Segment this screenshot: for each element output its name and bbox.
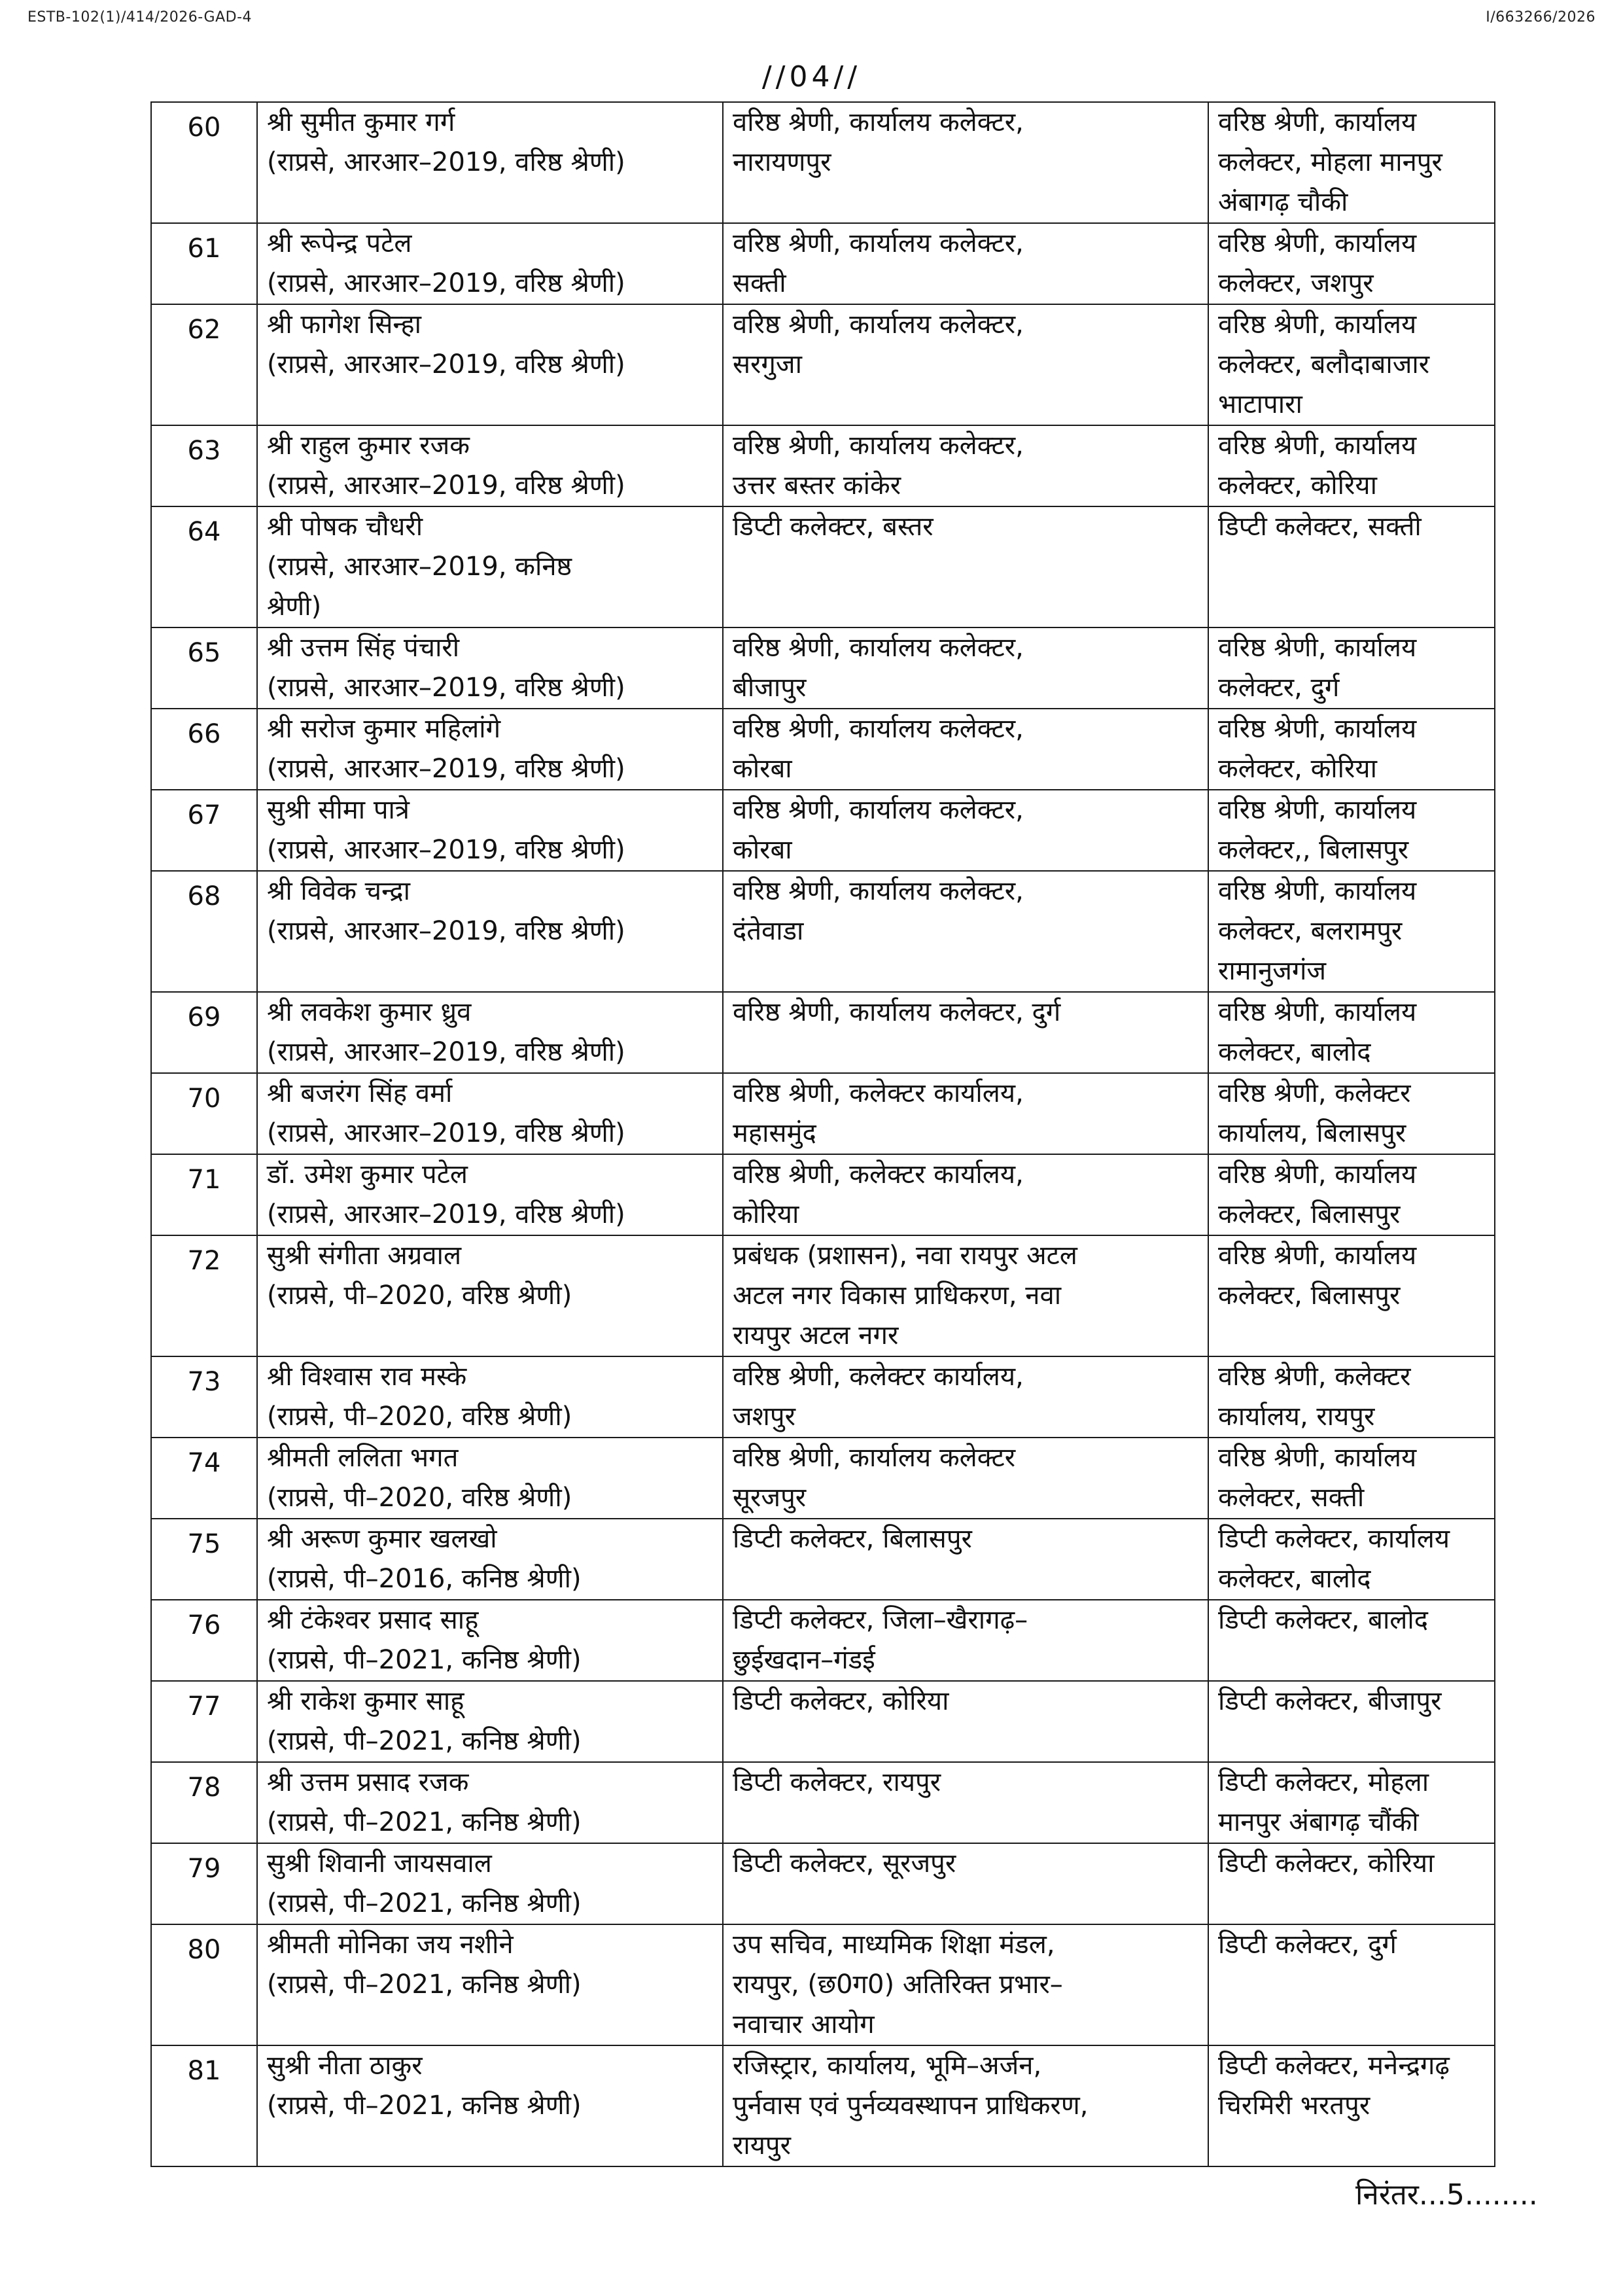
continued-note: निरंतर...5........ xyxy=(1355,2178,1538,2212)
receipt-reference: I/663266/2026 xyxy=(1486,9,1596,26)
new-posting-line: डिप्टी कलेक्टर, बालोद xyxy=(1218,1605,1429,1635)
officer-name-line: (राप्रसे, पी–2020, वरिष्ठ श्रेणी) xyxy=(267,1483,572,1513)
new-posting-cell xyxy=(1208,790,1495,871)
new-posting-line: डिप्टी कलेक्टर, दुर्ग xyxy=(1218,1930,1397,1960)
officer-name-line: श्री पोषक चौधरी xyxy=(267,512,423,542)
current-posting-cell xyxy=(723,223,1208,304)
serial-number-cell: 77 xyxy=(151,1681,257,1762)
current-posting-line: प्रबंधक (प्रशासन), नवा रायपुर अटल xyxy=(733,1241,1077,1271)
current-posting-line: सूरजपुर xyxy=(733,1483,807,1513)
officer-name-line: श्रेणी) xyxy=(267,592,322,622)
officer-name-line: श्रीमती मोनिका जय नशीने xyxy=(267,1930,514,1960)
officer-name-cell xyxy=(257,425,723,506)
officer-name-cell xyxy=(257,1519,723,1600)
current-posting-line: डिप्टी कलेक्टर, कोरिया xyxy=(733,1686,949,1716)
new-posting-line: कलेक्टर, बिलासपुर xyxy=(1218,1199,1401,1229)
officer-name-line: (राप्रसे, आरआर–2019, वरिष्ठ श्रेणी) xyxy=(267,835,625,865)
officer-name-line: श्री लवकेश कुमार ध्रुव xyxy=(267,997,472,1027)
new-posting-cell xyxy=(1208,1154,1495,1235)
officer-name-line: सुश्री संगीता अग्रवाल xyxy=(267,1241,462,1271)
current-posting-line: वरिष्ठ श्रेणी, कार्यालय कलेक्टर, xyxy=(733,431,1024,461)
officer-name-line: श्री फागेश सिन्हा xyxy=(267,309,421,340)
serial-number-cell: 63 xyxy=(151,425,257,506)
current-posting-line: रायपुर, (छ0ग0) अतिरिक्त प्रभार– xyxy=(733,1969,1063,2000)
current-posting-line: डिप्टी कलेक्टर, जिला–खैरागढ़– xyxy=(733,1605,1028,1635)
serial-number-cell: 71 xyxy=(151,1154,257,1235)
table-row xyxy=(151,992,1495,1073)
officer-name-line: (राप्रसे, आरआर–2019, वरिष्ठ श्रेणी) xyxy=(267,1199,625,1229)
officer-name-line: (राप्रसे, आरआर–2019, वरिष्ठ श्रेणी) xyxy=(267,754,625,784)
new-posting-cell xyxy=(1208,304,1495,425)
officer-name-cell xyxy=(257,871,723,992)
serial-number-cell: 73 xyxy=(151,1356,257,1438)
officer-name-cell xyxy=(257,709,723,790)
current-posting-line: वरिष्ठ श्रेणी, कलेक्टर कार्यालय, xyxy=(733,1078,1024,1108)
new-posting-line: कलेक्टर, बलौदाबाजार xyxy=(1218,349,1430,380)
current-posting-line: डिप्टी कलेक्टर, सूरजपुर xyxy=(733,1848,956,1879)
officer-name-line: (राप्रसे, पी–2021, कनिष्ठ श्रेणी) xyxy=(267,1645,582,1675)
new-posting-cell xyxy=(1208,425,1495,506)
serial-number-cell: 61 xyxy=(151,223,257,304)
serial-number-cell: 68 xyxy=(151,871,257,992)
officer-name-line: श्री बजरंग सिंह वर्मा xyxy=(267,1078,453,1108)
current-posting-line: कोरिया xyxy=(733,1199,799,1229)
table-row xyxy=(151,1438,1495,1519)
table-row xyxy=(151,1681,1495,1762)
current-posting-line: सक्ती xyxy=(733,268,786,298)
current-posting-line: नारायणपुर xyxy=(733,147,831,177)
serial-number-cell: 74 xyxy=(151,1438,257,1519)
new-posting-cell xyxy=(1208,1073,1495,1154)
officer-name-cell xyxy=(257,1924,723,2045)
officer-name-cell xyxy=(257,1235,723,1356)
officer-name-cell xyxy=(257,223,723,304)
new-posting-cell xyxy=(1208,1235,1495,1356)
officer-name-cell xyxy=(257,1600,723,1681)
current-posting-line: दंतेवाडा xyxy=(733,916,804,946)
officer-name-line: (राप्रसे, आरआर–2019, वरिष्ठ श्रेणी) xyxy=(267,147,625,177)
officer-name-cell xyxy=(257,506,723,627)
new-posting-line: वरिष्ठ श्रेणी, कार्यालय xyxy=(1218,228,1417,258)
table-row xyxy=(151,1073,1495,1154)
new-posting-line: वरिष्ठ श्रेणी, कार्यालय xyxy=(1218,1241,1417,1271)
current-posting-line: महासमुंद xyxy=(733,1118,816,1148)
officer-name-line: श्री विश्वास राव मस्के xyxy=(267,1362,467,1392)
officer-name-line: श्री सुमीत कुमार गर्ग xyxy=(267,107,455,137)
officer-name-cell xyxy=(257,304,723,425)
officer-name-cell xyxy=(257,627,723,709)
table-row xyxy=(151,709,1495,790)
transfer-table-body xyxy=(151,102,1495,2166)
officer-name-line: (राप्रसे, आरआर–2019, वरिष्ठ श्रेणी) xyxy=(267,1037,625,1067)
table-row xyxy=(151,1600,1495,1681)
officer-name-line: (राप्रसे, आरआर–2019, वरिष्ठ श्रेणी) xyxy=(267,673,625,703)
officer-name-line: श्री टंकेश्वर प्रसाद साहू xyxy=(267,1605,479,1635)
new-posting-line: वरिष्ठ श्रेणी, कार्यालय xyxy=(1218,633,1417,663)
current-posting-cell xyxy=(723,992,1208,1073)
current-posting-line: उत्तर बस्तर कांकेर xyxy=(733,470,901,501)
new-posting-line: डिप्टी कलेक्टर, कार्यालय xyxy=(1218,1524,1450,1554)
officer-name-line: सुश्री सीमा पात्रे xyxy=(267,795,410,825)
new-posting-line: वरिष्ठ श्रेणी, कार्यालय xyxy=(1218,1159,1417,1190)
serial-number-cell: 66 xyxy=(151,709,257,790)
current-posting-line: रायपुर अटल नगर xyxy=(733,1320,899,1351)
new-posting-line: कार्यालय, बिलासपुर xyxy=(1218,1118,1406,1148)
new-posting-cell xyxy=(1208,102,1495,223)
officer-name-line: (राप्रसे, पी–2021, कनिष्ठ श्रेणी) xyxy=(267,1726,582,1756)
serial-number-cell: 72 xyxy=(151,1235,257,1356)
new-posting-cell xyxy=(1208,1843,1495,1924)
current-posting-line: वरिष्ठ श्रेणी, कार्यालय कलेक्टर, दुर्ग xyxy=(733,997,1061,1027)
new-posting-line: कलेक्टर, दुर्ग xyxy=(1218,673,1340,703)
officer-name-line: श्री सरोज कुमार महिलांगे xyxy=(267,714,501,744)
current-posting-cell xyxy=(723,304,1208,425)
current-posting-line: वरिष्ठ श्रेणी, कार्यालय कलेक्टर, xyxy=(733,107,1024,137)
table-row xyxy=(151,223,1495,304)
table-row xyxy=(151,1843,1495,1924)
officer-name-line: सुश्री शिवानी जायसवाल xyxy=(267,1848,492,1879)
table-row xyxy=(151,425,1495,506)
table-row xyxy=(151,304,1495,425)
serial-number-cell: 81 xyxy=(151,2045,257,2166)
serial-number-cell: 62 xyxy=(151,304,257,425)
table-row xyxy=(151,871,1495,992)
officer-name-cell xyxy=(257,992,723,1073)
table-row xyxy=(151,790,1495,871)
current-posting-cell xyxy=(723,1843,1208,1924)
officer-name-line: (राप्रसे, पी–2021, कनिष्ठ श्रेणी) xyxy=(267,1969,582,2000)
officer-name-cell xyxy=(257,1681,723,1762)
current-posting-cell xyxy=(723,1600,1208,1681)
new-posting-line: भाटापारा xyxy=(1218,389,1302,419)
current-posting-line: वरिष्ठ श्रेणी, कार्यालय कलेक्टर, xyxy=(733,228,1024,258)
officer-name-line: श्री अरूण कुमार खलखो xyxy=(267,1524,497,1554)
new-posting-line: रामानुजगंज xyxy=(1218,956,1327,986)
new-posting-cell xyxy=(1208,1600,1495,1681)
table-row xyxy=(151,1235,1495,1356)
officer-name-cell xyxy=(257,1073,723,1154)
officer-name-line: (राप्रसे, आरआर–2019, वरिष्ठ श्रेणी) xyxy=(267,349,625,380)
new-posting-line: कलेक्टर, बलरामपुर xyxy=(1218,916,1403,946)
new-posting-line: डिप्टी कलेक्टर, मनेन्द्रगढ़ xyxy=(1218,2051,1450,2081)
current-posting-line: कोरबा xyxy=(733,835,792,865)
new-posting-line: कलेक्टर, सक्ती xyxy=(1218,1483,1365,1513)
new-posting-line: वरिष्ठ श्रेणी, कार्यालय xyxy=(1218,997,1417,1027)
officer-name-line: (राप्रसे, आरआर–2019, कनिष्ठ xyxy=(267,552,572,582)
officer-name-line: (राप्रसे, पी–2016, कनिष्ठ श्रेणी) xyxy=(267,1564,582,1594)
serial-number-cell: 76 xyxy=(151,1600,257,1681)
new-posting-line: चिरमिरी भरतपुर xyxy=(1218,2091,1370,2121)
table-row xyxy=(151,627,1495,709)
officer-name-cell xyxy=(257,790,723,871)
officer-name-cell xyxy=(257,1356,723,1438)
new-posting-line: कलेक्टर, कोरिया xyxy=(1218,470,1377,501)
officer-name-line: (राप्रसे, आरआर–2019, वरिष्ठ श्रेणी) xyxy=(267,470,625,501)
new-posting-cell xyxy=(1208,506,1495,627)
document-reference: ESTB-102(1)/414/2026-GAD-4 xyxy=(27,9,253,26)
current-posting-line: पुर्नवास एवं पुर्नव्यवस्थापन प्राधिकरण, xyxy=(733,2091,1089,2121)
current-posting-line: रायपुर xyxy=(733,2130,791,2161)
new-posting-line: वरिष्ठ श्रेणी, कार्यालय xyxy=(1218,107,1417,137)
current-posting-line: वरिष्ठ श्रेणी, कार्यालय कलेक्टर, xyxy=(733,309,1024,340)
new-posting-line: डिप्टी कलेक्टर, सक्ती xyxy=(1218,512,1422,542)
officer-name-cell xyxy=(257,1843,723,1924)
new-posting-cell xyxy=(1208,2045,1495,2166)
officer-name-line: श्री उत्तम सिंह पंचारी xyxy=(267,633,460,663)
new-posting-line: वरिष्ठ श्रेणी, कार्यालय xyxy=(1218,795,1417,825)
current-posting-cell xyxy=(723,1356,1208,1438)
new-posting-cell xyxy=(1208,1762,1495,1843)
new-posting-cell xyxy=(1208,1519,1495,1600)
current-posting-line: जशपुर xyxy=(733,1402,795,1432)
current-posting-cell xyxy=(723,1681,1208,1762)
current-posting-line: डिप्टी कलेक्टर, बस्तर xyxy=(733,512,934,542)
new-posting-line: कलेक्टर, जशपुर xyxy=(1218,268,1374,298)
page-number: //04// xyxy=(761,60,862,94)
current-posting-line: अटल नगर विकास प्राधिकरण, नवा xyxy=(733,1280,1062,1311)
table-row xyxy=(151,2045,1495,2166)
current-posting-cell xyxy=(723,1519,1208,1600)
officer-name-cell xyxy=(257,1762,723,1843)
new-posting-line: वरिष्ठ श्रेणी, कलेक्टर xyxy=(1218,1362,1411,1392)
new-posting-line: वरिष्ठ श्रेणी, कार्यालय xyxy=(1218,309,1417,340)
new-posting-line: वरिष्ठ श्रेणी, कलेक्टर xyxy=(1218,1078,1411,1108)
officer-name-cell xyxy=(257,2045,723,2166)
new-posting-line: कलेक्टर, कोरिया xyxy=(1218,754,1377,784)
current-posting-line: वरिष्ठ श्रेणी, कलेक्टर कार्यालय, xyxy=(733,1159,1024,1190)
new-posting-cell xyxy=(1208,992,1495,1073)
current-posting-cell xyxy=(723,1924,1208,2045)
current-posting-line: छुईखदान–गंडई xyxy=(733,1645,875,1675)
current-posting-line: वरिष्ठ श्रेणी, कार्यालय कलेक्टर, xyxy=(733,795,1024,825)
new-posting-line: कलेक्टर, बालोद xyxy=(1218,1564,1371,1594)
officer-name-line: श्री विवेक चन्द्रा xyxy=(267,876,411,906)
transfer-table xyxy=(150,101,1495,2167)
new-posting-cell xyxy=(1208,223,1495,304)
officer-name-line: श्री रूपेन्द्र पटेल xyxy=(267,228,412,258)
current-posting-cell xyxy=(723,1154,1208,1235)
current-posting-line: वरिष्ठ श्रेणी, कलेक्टर कार्यालय, xyxy=(733,1362,1024,1392)
officer-name-line: (राप्रसे, आरआर–2019, वरिष्ठ श्रेणी) xyxy=(267,268,625,298)
current-posting-line: वरिष्ठ श्रेणी, कार्यालय कलेक्टर xyxy=(733,1443,1016,1473)
current-posting-cell xyxy=(723,1762,1208,1843)
table-row xyxy=(151,1519,1495,1600)
new-posting-line: कलेक्टर, मोहला मानपुर xyxy=(1218,147,1442,177)
current-posting-cell xyxy=(723,506,1208,627)
serial-number-cell: 70 xyxy=(151,1073,257,1154)
table-row xyxy=(151,1356,1495,1438)
new-posting-cell xyxy=(1208,627,1495,709)
current-posting-line: वरिष्ठ श्रेणी, कार्यालय कलेक्टर, xyxy=(733,633,1024,663)
new-posting-line: डिप्टी कलेक्टर, बीजापुर xyxy=(1218,1686,1442,1716)
serial-number-cell: 79 xyxy=(151,1843,257,1924)
officer-name-cell xyxy=(257,1438,723,1519)
current-posting-line: वरिष्ठ श्रेणी, कार्यालय कलेक्टर, xyxy=(733,714,1024,744)
new-posting-line: डिप्टी कलेक्टर, मोहला xyxy=(1218,1767,1429,1797)
current-posting-line: उप सचिव, माध्यमिक शिक्षा मंडल, xyxy=(733,1930,1055,1960)
new-posting-cell xyxy=(1208,871,1495,992)
current-posting-line: डिप्टी कलेक्टर, बिलासपुर xyxy=(733,1524,972,1554)
serial-number-cell: 69 xyxy=(151,992,257,1073)
new-posting-line: वरिष्ठ श्रेणी, कार्यालय xyxy=(1218,714,1417,744)
current-posting-cell xyxy=(723,1438,1208,1519)
new-posting-cell xyxy=(1208,1681,1495,1762)
current-posting-line: रजिस्ट्रार, कार्यालय, भूमि–अर्जन, xyxy=(733,2051,1042,2081)
serial-number-cell: 64 xyxy=(151,506,257,627)
current-posting-cell xyxy=(723,102,1208,223)
current-posting-line: डिप्टी कलेक्टर, रायपुर xyxy=(733,1767,941,1797)
serial-number-cell: 60 xyxy=(151,102,257,223)
new-posting-line: अंबागढ़ चौकी xyxy=(1218,187,1348,217)
new-posting-line: वरिष्ठ श्रेणी, कार्यालय xyxy=(1218,431,1417,461)
officer-name-line: (राप्रसे, पी–2020, वरिष्ठ श्रेणी) xyxy=(267,1280,572,1311)
new-posting-cell xyxy=(1208,709,1495,790)
current-posting-line: बीजापुर xyxy=(733,673,807,703)
officer-name-line: सुश्री नीता ठाकुर xyxy=(267,2051,423,2081)
serial-number-cell: 65 xyxy=(151,627,257,709)
table-row xyxy=(151,1154,1495,1235)
new-posting-line: कलेक्टर, बालोद xyxy=(1218,1037,1371,1067)
officer-name-line: श्री राकेश कुमार साहू xyxy=(267,1686,464,1716)
table-row xyxy=(151,1924,1495,2045)
new-posting-line: कलेक्टर, बिलासपुर xyxy=(1218,1280,1401,1311)
serial-number-cell: 78 xyxy=(151,1762,257,1843)
officer-name-line: (राप्रसे, पी–2021, कनिष्ठ श्रेणी) xyxy=(267,2091,582,2121)
serial-number-cell: 75 xyxy=(151,1519,257,1600)
new-posting-cell xyxy=(1208,1438,1495,1519)
new-posting-line: वरिष्ठ श्रेणी, कार्यालय xyxy=(1218,1443,1417,1473)
officer-name-line: डॉ. उमेश कुमार पटेल xyxy=(267,1159,468,1190)
officer-name-line: श्री राहुल कुमार रजक xyxy=(267,431,470,461)
table-row xyxy=(151,506,1495,627)
officer-name-line: श्री उत्तम प्रसाद रजक xyxy=(267,1767,469,1797)
officer-name-line: (राप्रसे, आरआर–2019, वरिष्ठ श्रेणी) xyxy=(267,916,625,946)
current-posting-line: कोरबा xyxy=(733,754,792,784)
table-row xyxy=(151,102,1495,223)
current-posting-cell xyxy=(723,709,1208,790)
new-posting-line: डिप्टी कलेक्टर, कोरिया xyxy=(1218,1848,1435,1879)
officer-name-line: (राप्रसे, आरआर–2019, वरिष्ठ श्रेणी) xyxy=(267,1118,625,1148)
new-posting-line: कलेक्टर,, बिलासपुर xyxy=(1218,835,1409,865)
officer-name-line: (राप्रसे, पी–2021, कनिष्ठ श्रेणी) xyxy=(267,1888,582,1918)
current-posting-cell xyxy=(723,1235,1208,1356)
new-posting-cell xyxy=(1208,1924,1495,2045)
current-posting-cell xyxy=(723,871,1208,992)
current-posting-line: नवाचार आयोग xyxy=(733,2009,875,2040)
officer-name-cell xyxy=(257,102,723,223)
current-posting-cell xyxy=(723,2045,1208,2166)
current-posting-line: सरगुजा xyxy=(733,349,802,380)
new-posting-line: कार्यालय, रायपुर xyxy=(1218,1402,1375,1432)
current-posting-cell xyxy=(723,1073,1208,1154)
officer-name-line: श्रीमती ललिता भगत xyxy=(267,1443,459,1473)
current-posting-cell xyxy=(723,425,1208,506)
officer-name-line: (राप्रसे, पी–2020, वरिष्ठ श्रेणी) xyxy=(267,1402,572,1432)
current-posting-cell xyxy=(723,627,1208,709)
current-posting-line: वरिष्ठ श्रेणी, कार्यालय कलेक्टर, xyxy=(733,876,1024,906)
new-posting-line: वरिष्ठ श्रेणी, कार्यालय xyxy=(1218,876,1417,906)
current-posting-cell xyxy=(723,790,1208,871)
officer-name-line: (राप्रसे, पी–2021, कनिष्ठ श्रेणी) xyxy=(267,1807,582,1837)
officer-name-cell xyxy=(257,1154,723,1235)
serial-number-cell: 80 xyxy=(151,1924,257,2045)
new-posting-line: मानपुर अंबागढ़ चौंकी xyxy=(1218,1807,1419,1837)
new-posting-cell xyxy=(1208,1356,1495,1438)
serial-number-cell: 67 xyxy=(151,790,257,871)
table-row xyxy=(151,1762,1495,1843)
